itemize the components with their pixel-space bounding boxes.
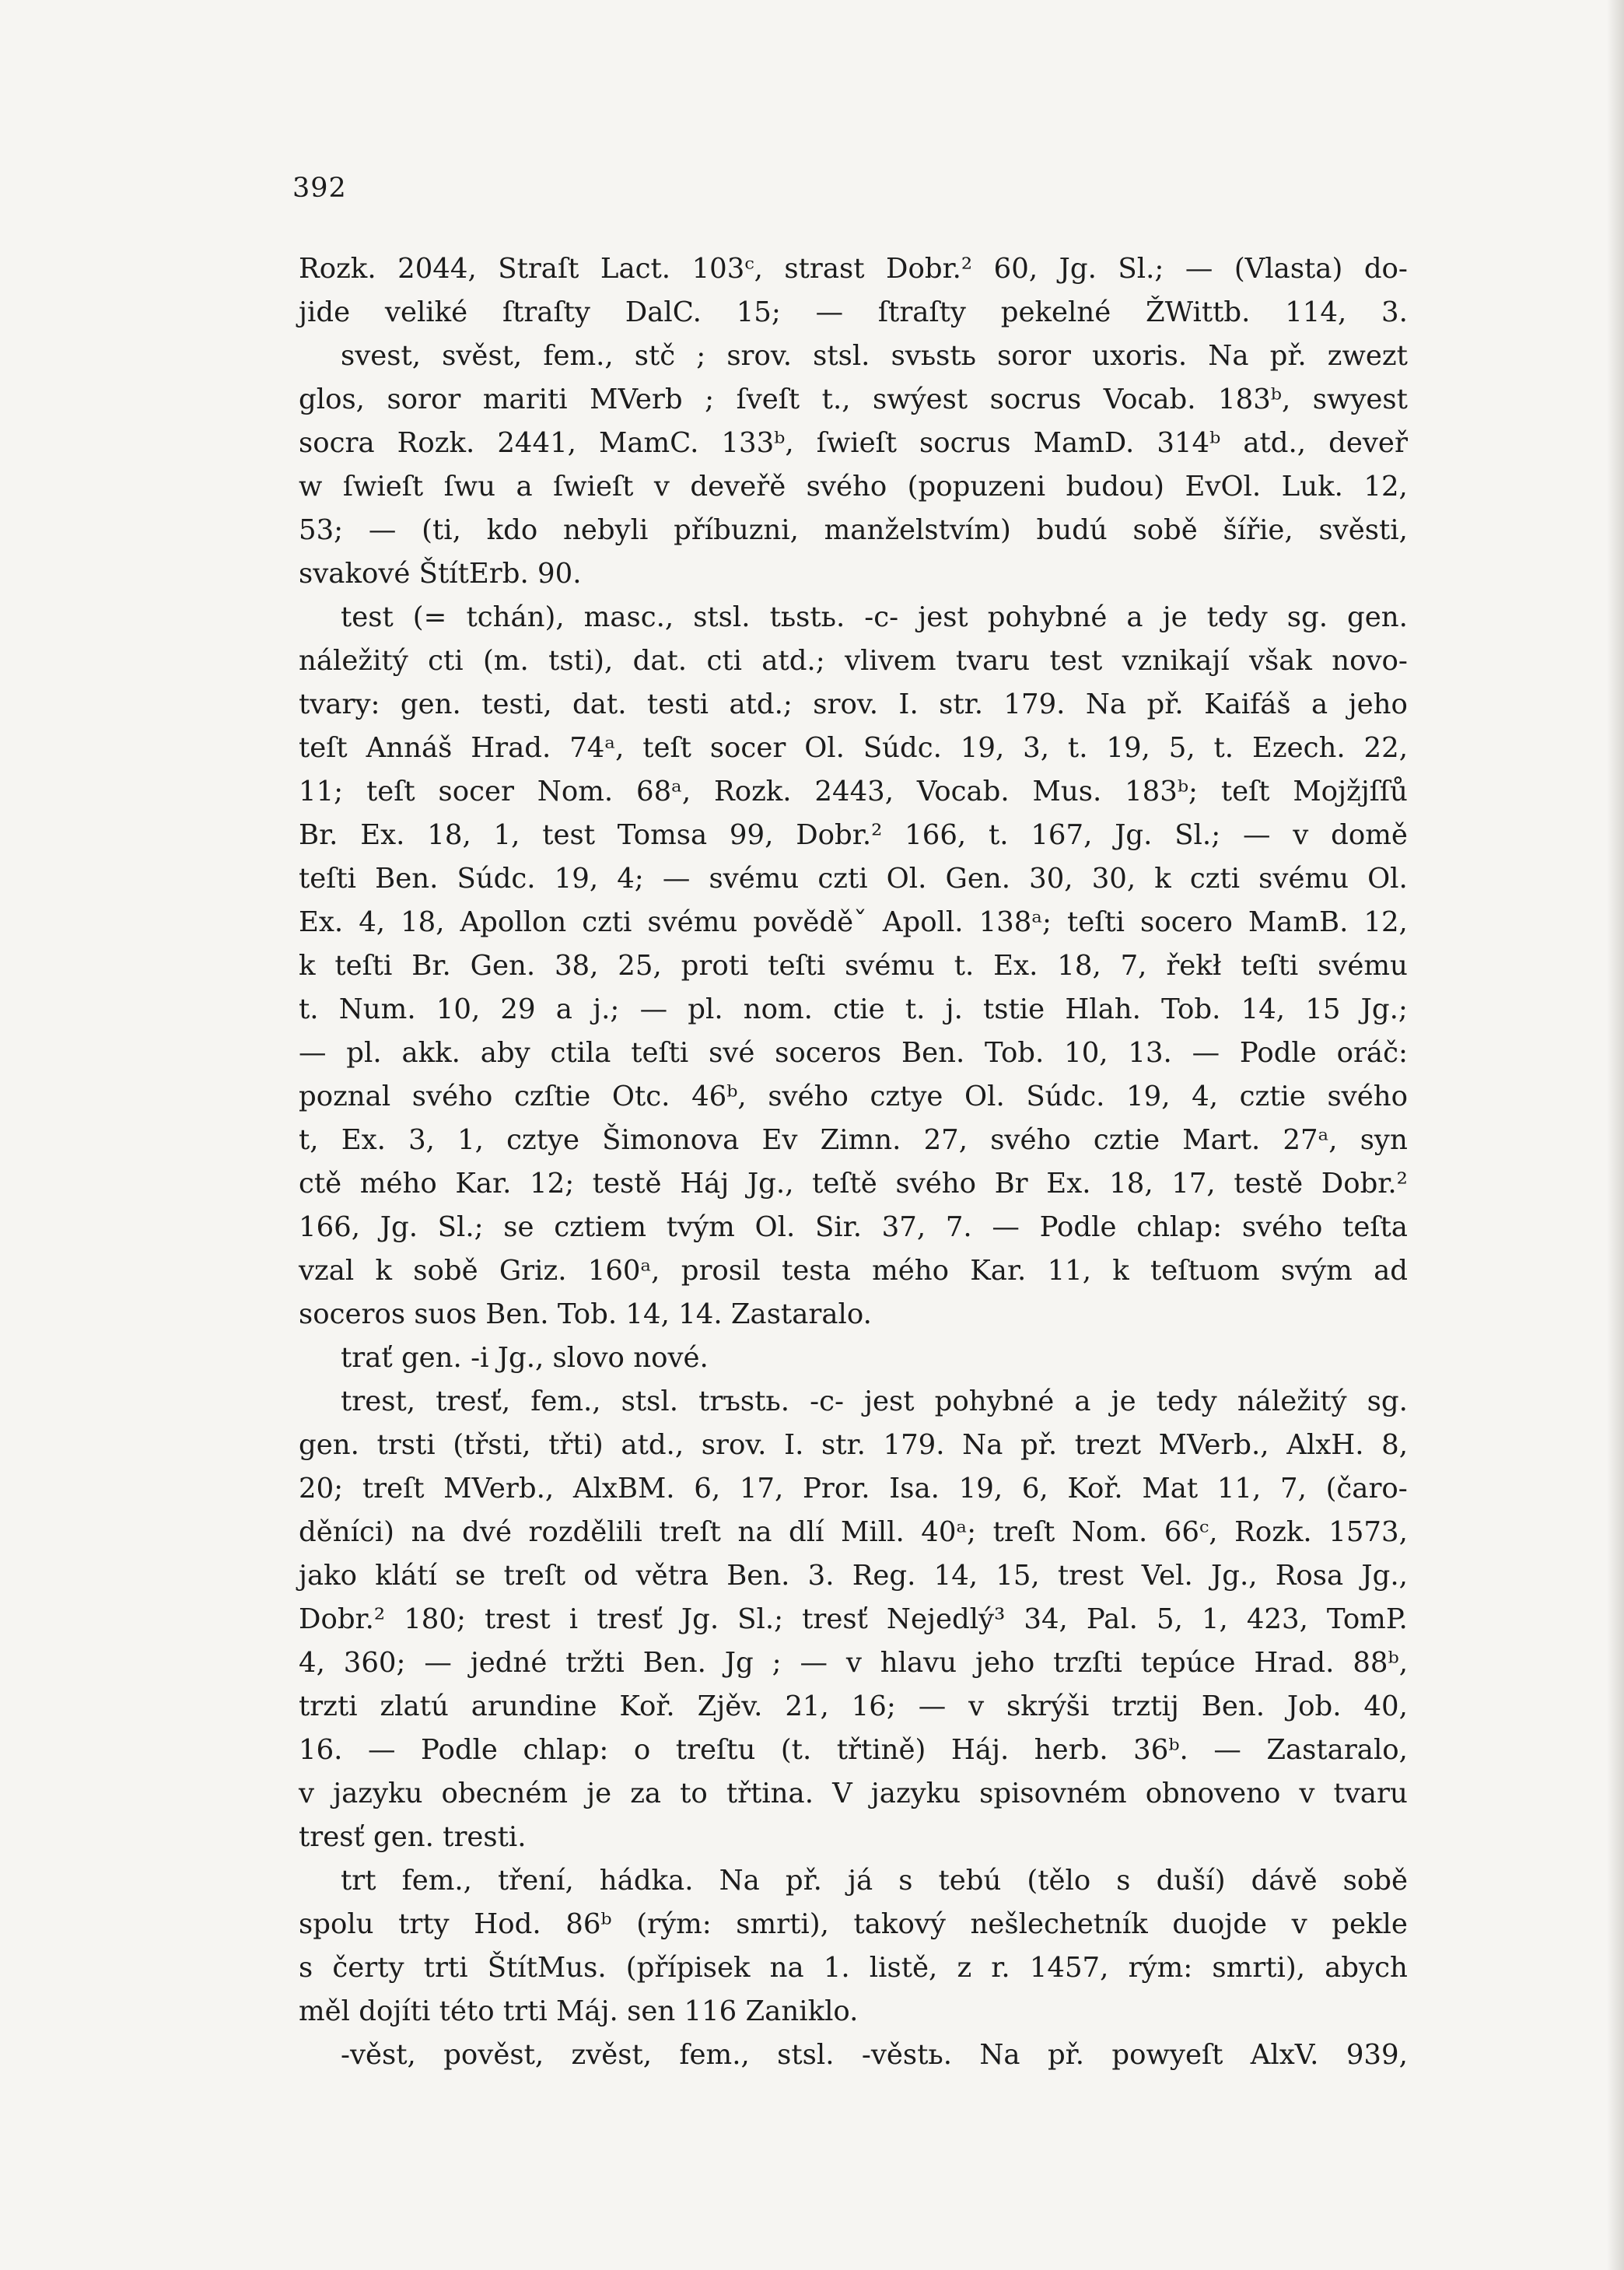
text-line: 20; treſt MVerb., AlxBM. 6, 17, Pror. Isa. 19, 6, Koř. Mat 11, 7, (čaro-	[299, 1473, 1408, 1505]
text-line: Dobr.² 180; trest i tresť Jg. Sl.; tresť Nejedlý³ 34, Pal. 5, 1, 423, TomP.	[299, 1603, 1408, 1635]
text-line: trať gen. -i Jg., slovo nové.	[341, 1342, 709, 1374]
text-line: w ſwieſt ſwu a ſwieſt v deveřě svého (popuzeni budou) EvOl. Luk. 12,	[299, 471, 1408, 503]
text-line: test (= tchán), masc., stsl. tьstь. -c- jest pohybné a je tedy sg. gen.	[341, 601, 1408, 633]
text-line: Ex. 4, 18, Apollon czti svému pověděˇ Apoll. 138ᵃ; teſti socero MamB. 12,	[299, 906, 1408, 938]
text-line: t, Ex. 3, 1, cztye Šimonova Ev Zimn. 27, svého cztie Mart. 27ᵃ, syn	[299, 1124, 1408, 1156]
text-line: 166, Jg. Sl.; se cztiem tvým Ol. Sir. 37, 7. — Podle chlap: svého teſta	[299, 1211, 1408, 1243]
text-line: 16. — Podle chlap: o treſtu (t. třtině) Háj. herb. 36ᵇ. — Zastaralo,	[299, 1734, 1408, 1766]
text-line: poznal svého czſtie Otc. 46ᵇ, svého cztye Ol. Súdc. 19, 4, cztie svého	[299, 1081, 1408, 1112]
text-line: socra Rozk. 2441, MamC. 133ᵇ, ſwieſt socrus MamD. 314ᵇ atd., deveř	[299, 427, 1408, 459]
text-line: 11; teſt socer Nom. 68ᵃ, Rozk. 2443, Vocab. Mus. 183ᵇ; teſt Mojžjſſů	[299, 776, 1408, 807]
text-line: teſt Annáš Hrad. 74ᵃ, teſt socer Ol. Súdc. 19, 3, t. 19, 5, t. Ezech. 22,	[299, 732, 1408, 764]
text-line: trest, tresť, fem., stsl. trъstь. -c- jest pohybné a je tedy náležitý sg.	[341, 1385, 1408, 1417]
text-line: děníci) na dvé rozdělili treſt na dlí Mill. 40ᵃ; treſt Nom. 66ᶜ, Rozk. 1573,	[299, 1516, 1408, 1548]
text-line: náležitý cti (m. tsti), dat. cti atd.; vlivem tvaru test vznikají však novo-	[299, 645, 1408, 677]
text-line: jako klátí se treſt od větra Ben. 3. Reg. 14, 15, trest Vel. Jg., Rosa Jg.,	[299, 1560, 1408, 1592]
text-line: Rozk. 2044, Straſt Lact. 103ᶜ, strast Dobr.² 60, Jg. Sl.; — (Vlasta) do-	[299, 253, 1408, 285]
text-line: -věst, pověst, zvěst, fem., stsl. -věstь. Na př. powyeſt AlxV. 939,	[341, 2039, 1408, 2071]
text-line: svakové ŠtítErb. 90.	[299, 558, 582, 590]
text-line: tresť gen. tresti.	[299, 1821, 527, 1853]
dictionary-text-block	[299, 247, 1408, 2077]
text-line: teſti Ben. Súdc. 19, 4; — svému czti Ol. Gen. 30, 30, k czti svému Ol.	[299, 863, 1408, 895]
text-line: t. Num. 10, 29 a j.; — pl. nom. ctie t. j. tstie Hlah. Tob. 14, 15 Jg.;	[299, 993, 1408, 1025]
page-number: 392	[292, 173, 347, 204]
scan-edge-shadow	[1607, 0, 1624, 2270]
text-line: soceros suos Ben. Tob. 14, 14. Zastaralo.	[299, 1298, 872, 1330]
text-line: s čerty trti ŠtítMus. (přípisek na 1. listě, z r. 1457, rým: smrti), abych	[299, 1952, 1408, 1984]
text-line: tvary: gen. testi, dat. testi atd.; srov. I. str. 179. Na př. Kaifáš a jeho	[299, 688, 1408, 720]
text-line: trzti zlatú arundine Koř. Zjěv. 21, 16; — v skrýši trztij Ben. Job. 40,	[299, 1690, 1408, 1722]
text-line: v jazyku obecném je za to třtina. V jazyku spisovném obnoveno v tvaru	[299, 1778, 1408, 1809]
text-line: měl dojíti této trti Máj. sen 116 Zaniklo.	[299, 1995, 859, 2027]
text-line: 4, 360; — jedné tržti Ben. Jg ; — v hlavu jeho trzſti tepúce Hrad. 88ᵇ,	[299, 1647, 1408, 1679]
text-line: svest, svěst, fem., stč ; srov. stsl. svьstь soror uxoris. Na př. zwezt	[341, 340, 1408, 372]
text-line: ctě mého Kar. 12; testě Háj Jg., teſtě svého Br Ex. 18, 17, testě Dobr.²	[299, 1168, 1408, 1200]
text-line: spolu trty Hod. 86ᵇ (rým: smrti), takový nešlechetník duojde v pekle	[299, 1908, 1408, 1940]
text-line: gen. trsti (třsti, třti) atd., srov. I. str. 179. Na př. trezt MVerb., AlxH. 8,	[299, 1429, 1408, 1461]
text-line: trt fem., tření, hádka. Na př. já s tebú (tělo s duší) dávě sobě	[341, 1865, 1408, 1897]
text-line: jide veliké ſtraſty DalC. 15; — ſtraſty pekelné ŽWittb. 114, 3.	[299, 296, 1408, 328]
text-line: k teſti Br. Gen. 38, 25, proti teſti svému t. Ex. 18, 7, řekł teſti svému	[299, 950, 1408, 982]
text-line: 53; — (ti, kdo nebyli příbuzni, manželstvím) budú sobě šířie, svěsti,	[299, 514, 1408, 546]
text-line: glos, soror mariti MVerb ; ſveſt t., swýest socrus Vocab. 183ᵇ, swyest	[299, 384, 1408, 415]
text-line: — pl. akk. aby ctila teſti své soceros Ben. Tob. 10, 13. — Podle oráč:	[299, 1037, 1408, 1069]
text-line: vzal k sobě Griz. 160ᵃ, prosil testa mého Kar. 11, k teſtuom svým ad	[299, 1255, 1408, 1287]
text-line: Br. Ex. 18, 1, test Tomsa 99, Dobr.² 166, t. 167, Jg. Sl.; — v domě	[299, 819, 1408, 851]
